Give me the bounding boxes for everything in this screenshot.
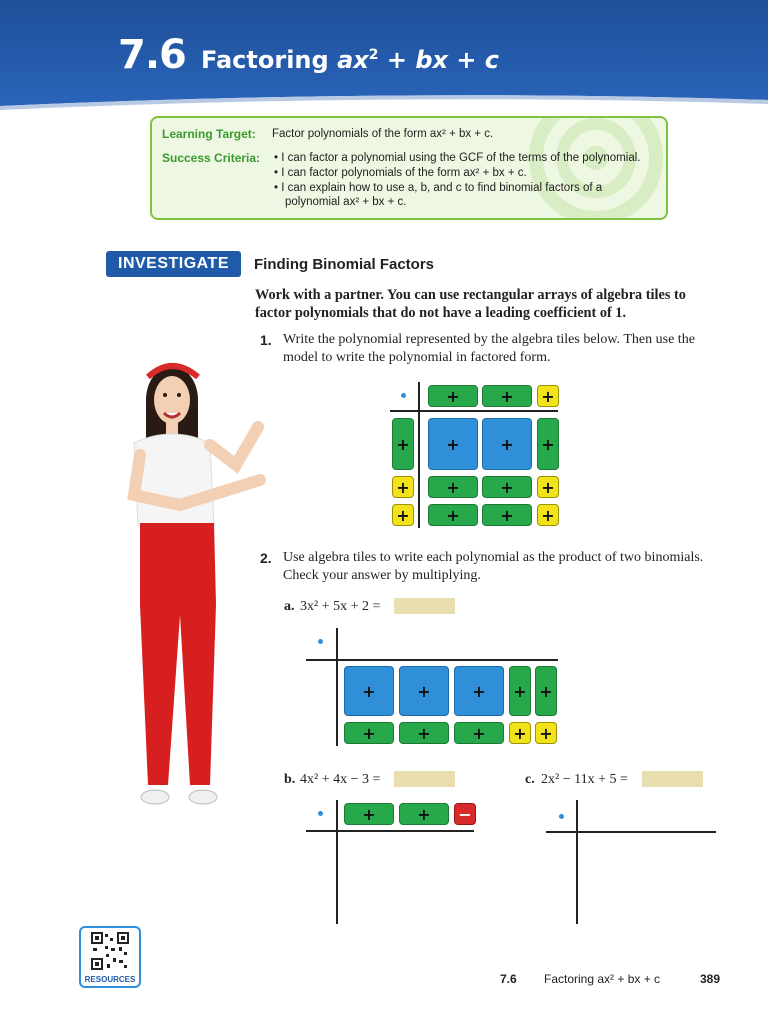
axis-horizontal: [306, 659, 558, 661]
origin-dot: [401, 393, 406, 398]
unit-tile-positive: +: [537, 385, 559, 407]
x-tile-positive: +: [482, 504, 532, 526]
learning-target-text: Factor polynomials of the form ax² + bx + c.: [272, 128, 494, 140]
part-b-label: b.: [284, 772, 296, 787]
question-1-number: 1.: [260, 332, 272, 348]
student-photo: [110, 355, 280, 815]
section-number: 7.6: [118, 32, 186, 78]
origin-dot: [318, 639, 323, 644]
learning-target-box: [150, 116, 668, 220]
x-tile-positive: +: [399, 722, 449, 744]
part-b-expression: 4x² + 4x − 3 =: [300, 772, 381, 787]
x-tile-positive: +: [509, 666, 531, 716]
question-2-number: 2.: [260, 550, 272, 566]
axis-horizontal: [390, 410, 558, 412]
qr-code-icon: [91, 932, 129, 970]
part-a-expression: 3x² + 5x + 2 =: [300, 599, 381, 614]
unit-tile-positive: +: [537, 476, 559, 498]
origin-dot: [559, 814, 564, 819]
resources-qr-button[interactable]: [79, 926, 141, 988]
unit-tile-negative: −: [454, 803, 476, 825]
part-a-answer-box[interactable]: [394, 598, 455, 614]
x-squared-tile-positive: +: [428, 418, 478, 470]
axis-vertical: [576, 800, 578, 924]
x-tile-positive: +: [428, 504, 478, 526]
page-number: 389: [700, 972, 721, 986]
x-tile-positive: +: [482, 476, 532, 498]
x-tile-positive: +: [535, 666, 557, 716]
unit-tile-positive: +: [509, 722, 531, 744]
success-criteria-label: Success Criteria:: [162, 151, 261, 165]
question-2-text: Use algebra tiles to write each polynomial as the product of two binomials. Check your answer by multiplying.: [283, 550, 704, 583]
question-1-text: Write the polynomial represented by the algebra tiles below. Then use the model to write the polynomial in factored form.: [283, 332, 695, 365]
axis-vertical: [336, 628, 338, 746]
x-tile-positive: +: [392, 418, 414, 470]
axis-horizontal: [306, 830, 474, 832]
x-squared-tile-positive: +: [454, 666, 504, 716]
part-b-answer-box[interactable]: [394, 771, 455, 787]
investigate-badge: INVESTIGATE: [106, 251, 241, 277]
unit-tile-positive: +: [392, 504, 414, 526]
x-squared-tile-positive: +: [344, 666, 394, 716]
criteria-item-continuation: polynomial ax² + bx + c.: [285, 196, 407, 208]
criteria-item: • I can factor polynomials of the form ax² + bx + c.: [274, 167, 527, 179]
x-tile-positive: +: [399, 803, 449, 825]
unit-tile-positive: +: [535, 722, 557, 744]
resources-label: RESOURCES: [84, 975, 136, 984]
footer-section: 7.6: [500, 972, 517, 986]
x-tile-positive: +: [454, 722, 504, 744]
part-a-label: a.: [284, 599, 295, 614]
origin-dot: [318, 811, 323, 816]
target-rings-decoration: [516, 116, 668, 220]
x-tile-positive: +: [428, 476, 478, 498]
criteria-item: • I can factor a polynomial using the GCF of the terms of the polynomial.: [274, 152, 641, 164]
axis-horizontal: [546, 831, 716, 833]
axis-vertical: [336, 800, 338, 924]
unit-tile-positive: +: [392, 476, 414, 498]
x-tile-positive: +: [344, 722, 394, 744]
investigate-intro: Work with a partner. You can use rectangular arrays of algebra tiles to factor polynomials that do not have a leading coefficient of 1.: [255, 287, 686, 321]
x-tile-positive: +: [428, 385, 478, 407]
section-title: Factoring $ax^2$ + bx + c: [201, 46, 500, 74]
x-tile-positive: +: [537, 418, 559, 470]
part-c-expression: 2x² − 11x + 5 =: [541, 772, 628, 787]
x-tile-positive: +: [344, 803, 394, 825]
footer-title: Factoring ax² + bx + c: [544, 972, 661, 986]
axis-vertical: [418, 382, 420, 528]
x-squared-tile-positive: +: [399, 666, 449, 716]
unit-tile-positive: +: [537, 504, 559, 526]
part-c-label: c.: [525, 772, 535, 787]
learning-target-label: Learning Target:: [162, 127, 256, 141]
part-c-answer-box[interactable]: [642, 771, 703, 787]
x-squared-tile-positive: +: [482, 418, 532, 470]
x-tile-positive: +: [482, 385, 532, 407]
investigate-title: Finding Binomial Factors: [254, 256, 435, 273]
criteria-item: • I can explain how to use a, b, and c to find binomial factors of a: [274, 182, 603, 194]
